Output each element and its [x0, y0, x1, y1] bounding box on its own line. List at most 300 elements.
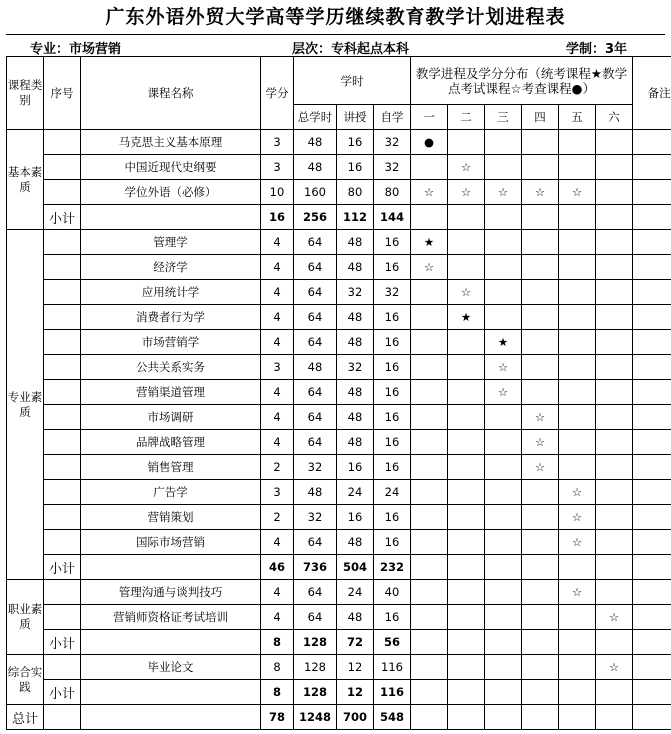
subtotal-total-cell[interactable]: 736: [294, 555, 337, 580]
lecture-cell[interactable]: 48: [337, 330, 374, 355]
grand-total-seq-cell[interactable]: [44, 705, 81, 730]
grand-total-self-cell[interactable]: 548: [374, 705, 411, 730]
subtotal-semester-cell[interactable]: [448, 680, 485, 705]
semester-3-mark-cell[interactable]: [485, 230, 522, 255]
semester-5-mark-cell[interactable]: ☆: [559, 530, 596, 555]
semester-6-mark-cell[interactable]: [596, 480, 633, 505]
seq-cell[interactable]: [44, 280, 81, 305]
total-hours-cell[interactable]: 64: [294, 230, 337, 255]
semester-5-mark-cell[interactable]: [559, 305, 596, 330]
remark-cell[interactable]: [633, 605, 671, 630]
semester-4-mark-cell[interactable]: [522, 355, 559, 380]
subtotal-semester-cell[interactable]: [522, 205, 559, 230]
semester-3-mark-cell[interactable]: [485, 480, 522, 505]
subtotal-self-cell[interactable]: 144: [374, 205, 411, 230]
semester-6-mark-cell[interactable]: [596, 130, 633, 155]
semester-1-mark-cell[interactable]: [411, 430, 448, 455]
seq-cell[interactable]: [44, 380, 81, 405]
category-cell[interactable]: 基本素质: [7, 130, 44, 230]
credit-cell[interactable]: 10: [261, 180, 294, 205]
semester-3-mark-cell[interactable]: [485, 155, 522, 180]
lecture-cell[interactable]: 16: [337, 455, 374, 480]
semester-1-mark-cell[interactable]: [411, 530, 448, 555]
semester-2-mark-cell[interactable]: [448, 455, 485, 480]
subtotal-semester-cell[interactable]: [448, 205, 485, 230]
semester-5-mark-cell[interactable]: ☆: [559, 180, 596, 205]
category-cell[interactable]: 专业素质: [7, 230, 44, 580]
remark-cell[interactable]: [633, 580, 671, 605]
semester-4-mark-cell[interactable]: ☆: [522, 455, 559, 480]
subtotal-label-cell[interactable]: 小计: [44, 680, 81, 705]
semester-1-mark-cell[interactable]: [411, 305, 448, 330]
semester-1-mark-cell[interactable]: [411, 655, 448, 680]
total-hours-cell[interactable]: 48: [294, 355, 337, 380]
course-name-cell[interactable]: 学位外语（必修）: [81, 180, 261, 205]
semester-2-mark-cell[interactable]: [448, 330, 485, 355]
subtotal-credit-cell[interactable]: 16: [261, 205, 294, 230]
total-hours-cell[interactable]: 64: [294, 330, 337, 355]
credit-cell[interactable]: 3: [261, 130, 294, 155]
self-study-header[interactable]: 自学: [374, 105, 411, 130]
semester-5-mark-cell[interactable]: [559, 455, 596, 480]
self-study-cell[interactable]: 24: [374, 480, 411, 505]
semester-1-header[interactable]: 一: [411, 105, 448, 130]
subtotal-semester-cell[interactable]: [411, 205, 448, 230]
credit-cell[interactable]: 2: [261, 455, 294, 480]
semester-5-mark-cell[interactable]: ☆: [559, 580, 596, 605]
semester-1-mark-cell[interactable]: [411, 330, 448, 355]
seq-cell[interactable]: [44, 505, 81, 530]
semester-5-mark-cell[interactable]: [559, 155, 596, 180]
remark-cell[interactable]: [633, 130, 671, 155]
total-hours-cell[interactable]: 48: [294, 155, 337, 180]
semester-4-mark-cell[interactable]: [522, 230, 559, 255]
category-header[interactable]: 课程类别: [7, 57, 44, 130]
self-study-cell[interactable]: 16: [374, 230, 411, 255]
subtotal-semester-cell[interactable]: [559, 555, 596, 580]
semester-3-mark-cell[interactable]: [485, 280, 522, 305]
semester-3-mark-cell[interactable]: ☆: [485, 380, 522, 405]
subtotal-name-cell[interactable]: [81, 680, 261, 705]
subtotal-semester-cell[interactable]: [411, 680, 448, 705]
seq-cell[interactable]: [44, 430, 81, 455]
subtotal-semester-cell[interactable]: [596, 555, 633, 580]
semester-1-mark-cell[interactable]: [411, 380, 448, 405]
semester-4-mark-cell[interactable]: [522, 130, 559, 155]
semester-5-mark-cell[interactable]: [559, 130, 596, 155]
credit-cell[interactable]: 2: [261, 505, 294, 530]
remark-cell[interactable]: [633, 230, 671, 255]
semester-1-mark-cell[interactable]: [411, 405, 448, 430]
course-name-header[interactable]: 课程名称: [81, 57, 261, 130]
course-name-cell[interactable]: 管理学: [81, 230, 261, 255]
subtotal-semester-cell[interactable]: [522, 680, 559, 705]
semester-2-mark-cell[interactable]: [448, 430, 485, 455]
subtotal-semester-cell[interactable]: [559, 630, 596, 655]
course-name-cell[interactable]: 消费者行为学: [81, 305, 261, 330]
subtotal-total-cell[interactable]: 128: [294, 680, 337, 705]
semester-2-mark-cell[interactable]: ★: [448, 305, 485, 330]
credit-cell[interactable]: 4: [261, 255, 294, 280]
semester-2-header[interactable]: 二: [448, 105, 485, 130]
subtotal-semester-cell[interactable]: [485, 555, 522, 580]
semester-5-mark-cell[interactable]: [559, 605, 596, 630]
progress-header[interactable]: 教学进程及学分分布（统考课程★教学点考试课程☆考查课程●）: [411, 57, 633, 105]
seq-cell[interactable]: [44, 180, 81, 205]
semester-3-mark-cell[interactable]: [485, 530, 522, 555]
lecture-cell[interactable]: 12: [337, 655, 374, 680]
remark-cell[interactable]: [633, 255, 671, 280]
semester-1-mark-cell[interactable]: [411, 355, 448, 380]
course-name-cell[interactable]: 营销策划: [81, 505, 261, 530]
semester-5-mark-cell[interactable]: [559, 380, 596, 405]
remark-cell[interactable]: [633, 155, 671, 180]
course-name-cell[interactable]: 毕业论文: [81, 655, 261, 680]
course-name-cell[interactable]: 品牌战略管理: [81, 430, 261, 455]
remark-cell[interactable]: [633, 405, 671, 430]
self-study-cell[interactable]: 16: [374, 355, 411, 380]
semester-6-mark-cell[interactable]: ☆: [596, 655, 633, 680]
remark-header[interactable]: 备注: [633, 57, 671, 130]
semester-2-mark-cell[interactable]: ☆: [448, 155, 485, 180]
semester-1-mark-cell[interactable]: [411, 155, 448, 180]
credit-cell[interactable]: 4: [261, 230, 294, 255]
remark-cell[interactable]: [633, 505, 671, 530]
semester-4-mark-cell[interactable]: [522, 330, 559, 355]
total-hours-cell[interactable]: 64: [294, 430, 337, 455]
lecture-cell[interactable]: 24: [337, 580, 374, 605]
semester-6-mark-cell[interactable]: [596, 180, 633, 205]
semester-3-mark-cell[interactable]: ★: [485, 330, 522, 355]
semester-3-mark-cell[interactable]: [485, 655, 522, 680]
semester-4-mark-cell[interactable]: [522, 480, 559, 505]
lecture-header[interactable]: 讲授: [337, 105, 374, 130]
subtotal-self-cell[interactable]: 232: [374, 555, 411, 580]
course-name-cell[interactable]: 中国近现代史纲要: [81, 155, 261, 180]
subtotal-credit-cell[interactable]: 8: [261, 680, 294, 705]
subtotal-credit-cell[interactable]: 46: [261, 555, 294, 580]
semester-3-mark-cell[interactable]: [485, 405, 522, 430]
grand-total-semester-cell[interactable]: [448, 705, 485, 730]
subtotal-credit-cell[interactable]: 8: [261, 630, 294, 655]
semester-6-mark-cell[interactable]: [596, 580, 633, 605]
total-hours-cell[interactable]: 160: [294, 180, 337, 205]
semester-4-mark-cell[interactable]: [522, 305, 559, 330]
semester-3-mark-cell[interactable]: [485, 255, 522, 280]
lecture-cell[interactable]: 32: [337, 355, 374, 380]
semester-2-mark-cell[interactable]: ☆: [448, 180, 485, 205]
subtotal-semester-cell[interactable]: [485, 205, 522, 230]
semester-2-mark-cell[interactable]: [448, 530, 485, 555]
semester-2-mark-cell[interactable]: [448, 380, 485, 405]
credit-cell[interactable]: 4: [261, 530, 294, 555]
semester-6-mark-cell[interactable]: [596, 330, 633, 355]
subtotal-semester-cell[interactable]: [522, 630, 559, 655]
subtotal-semester-cell[interactable]: [448, 630, 485, 655]
seq-cell[interactable]: [44, 530, 81, 555]
semester-6-header[interactable]: 六: [596, 105, 633, 130]
credit-cell[interactable]: 3: [261, 355, 294, 380]
total-hours-header[interactable]: 总学时: [294, 105, 337, 130]
semester-5-header[interactable]: 五: [559, 105, 596, 130]
semester-3-header[interactable]: 三: [485, 105, 522, 130]
seq-header[interactable]: 序号: [44, 57, 81, 130]
subtotal-name-cell[interactable]: [81, 630, 261, 655]
semester-4-mark-cell[interactable]: [522, 255, 559, 280]
self-study-cell[interactable]: 16: [374, 305, 411, 330]
semester-3-mark-cell[interactable]: [485, 505, 522, 530]
course-name-cell[interactable]: 应用统计学: [81, 280, 261, 305]
semester-5-mark-cell[interactable]: [559, 430, 596, 455]
subtotal-self-cell[interactable]: 56: [374, 630, 411, 655]
semester-3-mark-cell[interactable]: ☆: [485, 180, 522, 205]
remark-cell[interactable]: [633, 330, 671, 355]
credit-cell[interactable]: 4: [261, 430, 294, 455]
seq-cell[interactable]: [44, 655, 81, 680]
semester-3-mark-cell[interactable]: [485, 580, 522, 605]
self-study-cell[interactable]: 40: [374, 580, 411, 605]
grand-total-total-cell[interactable]: 1248: [294, 705, 337, 730]
grand-total-label-cell[interactable]: 总计: [7, 705, 44, 730]
total-hours-cell[interactable]: 32: [294, 455, 337, 480]
semester-1-mark-cell[interactable]: ☆: [411, 255, 448, 280]
self-study-cell[interactable]: 16: [374, 430, 411, 455]
semester-6-mark-cell[interactable]: [596, 155, 633, 180]
grand-total-semester-cell[interactable]: [411, 705, 448, 730]
subtotal-semester-cell[interactable]: [485, 630, 522, 655]
hours-header[interactable]: 学时: [294, 57, 411, 105]
total-hours-cell[interactable]: 64: [294, 530, 337, 555]
self-study-cell[interactable]: 16: [374, 455, 411, 480]
course-name-cell[interactable]: 市场调研: [81, 405, 261, 430]
subtotal-name-cell[interactable]: [81, 205, 261, 230]
grand-total-semester-cell[interactable]: [596, 705, 633, 730]
grand-total-credit-cell[interactable]: 78: [261, 705, 294, 730]
semester-1-mark-cell[interactable]: [411, 280, 448, 305]
semester-3-mark-cell[interactable]: [485, 430, 522, 455]
self-study-cell[interactable]: 16: [374, 330, 411, 355]
lecture-cell[interactable]: 48: [337, 380, 374, 405]
semester-2-mark-cell[interactable]: [448, 655, 485, 680]
category-cell[interactable]: 职业素质: [7, 580, 44, 655]
semester-3-mark-cell[interactable]: [485, 130, 522, 155]
subtotal-label-cell[interactable]: 小计: [44, 555, 81, 580]
credit-cell[interactable]: 4: [261, 405, 294, 430]
semester-4-mark-cell[interactable]: [522, 530, 559, 555]
subtotal-semester-cell[interactable]: [596, 630, 633, 655]
semester-2-mark-cell[interactable]: [448, 355, 485, 380]
semester-4-mark-cell[interactable]: [522, 605, 559, 630]
course-name-cell[interactable]: 公共关系实务: [81, 355, 261, 380]
semester-1-mark-cell[interactable]: [411, 605, 448, 630]
seq-cell[interactable]: [44, 355, 81, 380]
total-hours-cell[interactable]: 64: [294, 305, 337, 330]
semester-4-mark-cell[interactable]: [522, 505, 559, 530]
semester-4-mark-cell[interactable]: [522, 155, 559, 180]
remark-cell[interactable]: [633, 430, 671, 455]
seq-cell[interactable]: [44, 455, 81, 480]
semester-2-mark-cell[interactable]: [448, 480, 485, 505]
lecture-cell[interactable]: 80: [337, 180, 374, 205]
seq-cell[interactable]: [44, 155, 81, 180]
semester-4-mark-cell[interactable]: ☆: [522, 180, 559, 205]
lecture-cell[interactable]: 24: [337, 480, 374, 505]
semester-3-mark-cell[interactable]: [485, 305, 522, 330]
total-hours-cell[interactable]: 64: [294, 405, 337, 430]
subtotal-semester-cell[interactable]: [485, 680, 522, 705]
semester-4-mark-cell[interactable]: [522, 380, 559, 405]
semester-6-mark-cell[interactable]: [596, 280, 633, 305]
semester-2-mark-cell[interactable]: [448, 505, 485, 530]
total-hours-cell[interactable]: 64: [294, 605, 337, 630]
grand-total-semester-cell[interactable]: [485, 705, 522, 730]
total-hours-cell[interactable]: 64: [294, 255, 337, 280]
total-hours-cell[interactable]: 32: [294, 505, 337, 530]
lecture-cell[interactable]: 48: [337, 530, 374, 555]
subtotal-semester-cell[interactable]: [596, 205, 633, 230]
seq-cell[interactable]: [44, 405, 81, 430]
remark-cell[interactable]: [633, 530, 671, 555]
subtotal-remark-cell[interactable]: [633, 680, 671, 705]
semester-1-mark-cell[interactable]: ★: [411, 230, 448, 255]
semester-6-mark-cell[interactable]: [596, 455, 633, 480]
total-hours-cell[interactable]: 48: [294, 130, 337, 155]
remark-cell[interactable]: [633, 480, 671, 505]
subtotal-semester-cell[interactable]: [596, 680, 633, 705]
grand-total-name-cell[interactable]: [81, 705, 261, 730]
semester-1-mark-cell[interactable]: ●: [411, 130, 448, 155]
semester-6-mark-cell[interactable]: [596, 305, 633, 330]
semester-1-mark-cell[interactable]: [411, 480, 448, 505]
semester-2-mark-cell[interactable]: [448, 130, 485, 155]
total-hours-cell[interactable]: 64: [294, 380, 337, 405]
seq-cell[interactable]: [44, 580, 81, 605]
semester-5-mark-cell[interactable]: [559, 280, 596, 305]
semester-1-mark-cell[interactable]: [411, 455, 448, 480]
remark-cell[interactable]: [633, 280, 671, 305]
credit-header[interactable]: 学分: [261, 57, 294, 130]
seq-cell[interactable]: [44, 480, 81, 505]
subtotal-lecture-cell[interactable]: 12: [337, 680, 374, 705]
semester-6-mark-cell[interactable]: [596, 505, 633, 530]
semester-6-mark-cell[interactable]: [596, 405, 633, 430]
semester-4-mark-cell[interactable]: ☆: [522, 430, 559, 455]
subtotal-lecture-cell[interactable]: 72: [337, 630, 374, 655]
lecture-cell[interactable]: 48: [337, 255, 374, 280]
semester-2-mark-cell[interactable]: [448, 405, 485, 430]
self-study-cell[interactable]: 32: [374, 155, 411, 180]
course-name-cell[interactable]: 管理沟通与谈判技巧: [81, 580, 261, 605]
credit-cell[interactable]: 3: [261, 155, 294, 180]
course-name-cell[interactable]: 广告学: [81, 480, 261, 505]
lecture-cell[interactable]: 16: [337, 505, 374, 530]
semester-2-mark-cell[interactable]: [448, 230, 485, 255]
subtotal-semester-cell[interactable]: [448, 555, 485, 580]
total-hours-cell[interactable]: 48: [294, 480, 337, 505]
course-name-cell[interactable]: 经济学: [81, 255, 261, 280]
remark-cell[interactable]: [633, 355, 671, 380]
seq-cell[interactable]: [44, 255, 81, 280]
semester-1-mark-cell[interactable]: [411, 505, 448, 530]
subtotal-name-cell[interactable]: [81, 555, 261, 580]
total-hours-cell[interactable]: 64: [294, 280, 337, 305]
semester-2-mark-cell[interactable]: [448, 605, 485, 630]
semester-1-mark-cell[interactable]: [411, 580, 448, 605]
lecture-cell[interactable]: 48: [337, 405, 374, 430]
lecture-cell[interactable]: 48: [337, 605, 374, 630]
semester-5-mark-cell[interactable]: [559, 405, 596, 430]
semester-6-mark-cell[interactable]: [596, 230, 633, 255]
subtotal-semester-cell[interactable]: [559, 680, 596, 705]
total-hours-cell[interactable]: 64: [294, 580, 337, 605]
credit-cell[interactable]: 4: [261, 305, 294, 330]
semester-5-mark-cell[interactable]: ☆: [559, 480, 596, 505]
subtotal-remark-cell[interactable]: [633, 205, 671, 230]
credit-cell[interactable]: 4: [261, 380, 294, 405]
semester-5-mark-cell[interactable]: [559, 230, 596, 255]
subtotal-lecture-cell[interactable]: 504: [337, 555, 374, 580]
semester-5-mark-cell[interactable]: [559, 355, 596, 380]
seq-cell[interactable]: [44, 130, 81, 155]
self-study-cell[interactable]: 80: [374, 180, 411, 205]
seq-cell[interactable]: [44, 230, 81, 255]
semester-4-header[interactable]: 四: [522, 105, 559, 130]
self-study-cell[interactable]: 32: [374, 280, 411, 305]
self-study-cell[interactable]: 16: [374, 530, 411, 555]
self-study-cell[interactable]: 116: [374, 655, 411, 680]
semester-6-mark-cell[interactable]: [596, 430, 633, 455]
course-name-cell[interactable]: 国际市场营销: [81, 530, 261, 555]
semester-5-mark-cell[interactable]: [559, 255, 596, 280]
subtotal-semester-cell[interactable]: [522, 555, 559, 580]
grand-total-lecture-cell[interactable]: 700: [337, 705, 374, 730]
subtotal-semester-cell[interactable]: [559, 205, 596, 230]
semester-3-mark-cell[interactable]: [485, 605, 522, 630]
grand-total-remark-cell[interactable]: [633, 705, 671, 730]
course-name-cell[interactable]: 市场营销学: [81, 330, 261, 355]
lecture-cell[interactable]: 32: [337, 280, 374, 305]
course-name-cell[interactable]: 马克思主义基本原理: [81, 130, 261, 155]
credit-cell[interactable]: 3: [261, 480, 294, 505]
course-name-cell[interactable]: 营销渠道管理: [81, 380, 261, 405]
credit-cell[interactable]: 4: [261, 330, 294, 355]
semester-5-mark-cell[interactable]: [559, 330, 596, 355]
semester-1-mark-cell[interactable]: ☆: [411, 180, 448, 205]
subtotal-remark-cell[interactable]: [633, 555, 671, 580]
subtotal-semester-cell[interactable]: [411, 630, 448, 655]
semester-6-mark-cell[interactable]: [596, 530, 633, 555]
semester-6-mark-cell[interactable]: [596, 355, 633, 380]
semester-6-mark-cell[interactable]: [596, 380, 633, 405]
seq-cell[interactable]: [44, 330, 81, 355]
credit-cell[interactable]: 8: [261, 655, 294, 680]
semester-3-mark-cell[interactable]: ☆: [485, 355, 522, 380]
subtotal-remark-cell[interactable]: [633, 630, 671, 655]
remark-cell[interactable]: [633, 380, 671, 405]
semester-5-mark-cell[interactable]: [559, 655, 596, 680]
semester-4-mark-cell[interactable]: [522, 280, 559, 305]
semester-2-mark-cell[interactable]: ☆: [448, 280, 485, 305]
total-hours-cell[interactable]: 128: [294, 655, 337, 680]
credit-cell[interactable]: 4: [261, 280, 294, 305]
lecture-cell[interactable]: 48: [337, 230, 374, 255]
grand-total-semester-cell[interactable]: [559, 705, 596, 730]
subtotal-label-cell[interactable]: 小计: [44, 205, 81, 230]
lecture-cell[interactable]: 16: [337, 130, 374, 155]
self-study-cell[interactable]: 16: [374, 380, 411, 405]
semester-4-mark-cell[interactable]: [522, 580, 559, 605]
semester-4-mark-cell[interactable]: [522, 655, 559, 680]
